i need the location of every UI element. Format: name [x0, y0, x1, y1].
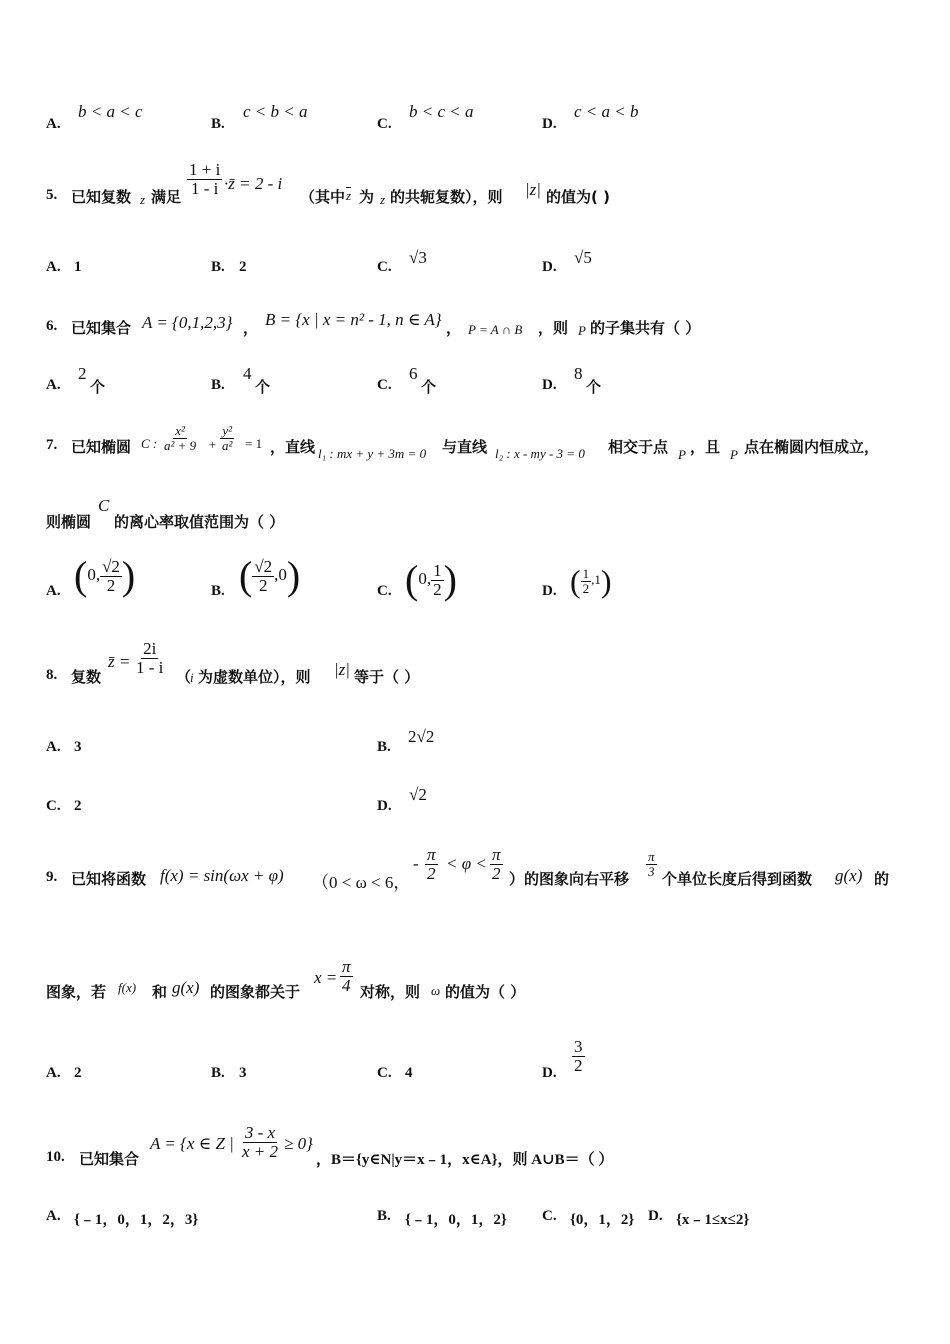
- q9-option-c-value: 4: [405, 1065, 413, 1081]
- q7-option-c-value: [405, 557, 457, 602]
- q7-number: 7.: [46, 437, 58, 453]
- q9-option-b-value: 3: [239, 1065, 247, 1081]
- q9-option-b-label: B.: [211, 1065, 225, 1081]
- q4-option-d-label: D.: [542, 116, 557, 132]
- q7-option-a-value: [74, 553, 136, 598]
- q8-tail: 等于（ ）: [354, 668, 420, 686]
- q9-four: 4: [342, 975, 351, 995]
- q7-line2-b: 的离心率取值范围为（ ）: [114, 513, 285, 531]
- q9-line2-c: 的图象都关于: [210, 983, 301, 1001]
- q7-option-b-rparen: ): [286, 553, 301, 598]
- q10-option-c-value: {0，1，2}: [570, 1212, 635, 1228]
- q7-option-a-den: 2: [106, 575, 116, 595]
- q7-ellipse-den2: a²: [222, 437, 233, 453]
- q8-var-i: i: [190, 670, 194, 685]
- q5-option-b-value: 2: [239, 259, 247, 275]
- q7-option-b-right: ,0: [274, 564, 287, 584]
- q7-ellipse-frac2: [220, 424, 234, 452]
- q10-frac-num: 3 - x: [244, 1123, 276, 1142]
- q7-ellipse-den1: a² + 9: [164, 437, 197, 453]
- q6-comma2: ，: [446, 319, 462, 337]
- q5-zbar: $\overline{z}$: [346, 188, 352, 203]
- q7-option-a-label: A.: [46, 583, 61, 599]
- q9-stem-b: ）的图象向右平移: [509, 870, 630, 888]
- q7-option-d-value: [570, 565, 612, 597]
- q8-fraction: [134, 640, 165, 677]
- q6-option-d-unit: 个: [586, 378, 602, 396]
- q5-option-a-value: 1: [74, 259, 82, 275]
- q8-paren: （: [176, 668, 192, 686]
- q4-option-d-value: c < a < b: [574, 102, 639, 121]
- q6-tail: 的子集共有（ ）: [590, 319, 701, 337]
- q7-option-b-den: 2: [259, 575, 268, 595]
- q9-pi-3: π: [648, 849, 655, 864]
- q9-stem-a: 已知将函数: [71, 870, 147, 888]
- q6-option-a-num: 2: [78, 364, 87, 383]
- q9-cond2-frac2: [490, 846, 503, 883]
- q5-number: 5.: [46, 187, 58, 203]
- q7-option-c-lparen: (: [405, 557, 419, 602]
- q10-set-a-b: ≥ 0}: [284, 1134, 313, 1153]
- q6-set-a: A = {0,1,2,3}: [142, 313, 233, 332]
- q10-set-b: ，B＝{y∈N|y＝x﹣1，x∈A}，则 A∪B＝（ ）: [316, 1152, 614, 1168]
- q5-paren-b: 为: [359, 188, 375, 206]
- q9-three: 3: [648, 863, 655, 879]
- q8-paren-b: 为虚数单位），则: [198, 668, 311, 686]
- q7-var-p2: P: [730, 447, 738, 462]
- q8-option-a-label: A.: [46, 739, 61, 755]
- q8-option-c-label: C.: [46, 798, 61, 814]
- q10-option-c-label: C.: [542, 1208, 557, 1224]
- q5-stem-b: 满足: [151, 188, 182, 206]
- q9-option-d-label: D.: [542, 1065, 557, 1081]
- q6-number: 6.: [46, 318, 58, 334]
- q5-frac-den: 1 - i: [190, 178, 219, 198]
- q8-frac-num: 2i: [143, 639, 157, 658]
- q9-line2-e: 的值为（ ）: [445, 983, 526, 1001]
- q5-stem-a: 已知复数: [71, 188, 132, 206]
- q9-option-a-value: 2: [74, 1065, 82, 1081]
- q10-option-d-value: {x﹣1≤x≤2}: [676, 1212, 750, 1228]
- q9-gx2: g(x): [172, 978, 200, 997]
- q9-two-1: 2: [427, 863, 436, 883]
- q5-option-c-label: C.: [377, 259, 392, 275]
- q5-option-d-label: D.: [542, 259, 557, 275]
- q4-option-a-value: b < a < c: [78, 102, 143, 121]
- q9-fx: f(x): [118, 980, 137, 995]
- q7-option-b-num: √2: [254, 556, 273, 576]
- q5-option-b-label: B.: [211, 259, 225, 275]
- q10-option-b-label: B.: [377, 1208, 391, 1224]
- q5-absz: |z|: [525, 180, 541, 199]
- q10-set-a-frac: [240, 1124, 280, 1161]
- q6-option-d-num: 8: [574, 364, 583, 383]
- q7-stem-a: 已知椭圆: [71, 438, 132, 456]
- q9-option-c-label: C.: [377, 1065, 392, 1081]
- q7-var-c: C: [98, 496, 110, 515]
- q6-comma: ，: [243, 319, 259, 337]
- q5-var-z: z: [140, 192, 146, 207]
- q5-option-c-value: √3: [409, 248, 427, 267]
- q7-option-d-lparen: (: [570, 563, 581, 599]
- q6-option-c-unit: 个: [421, 378, 437, 396]
- q8-number: 8.: [46, 667, 58, 683]
- q8-stem-a: 复数: [71, 668, 102, 686]
- q7-option-d-den: 2: [582, 580, 590, 596]
- q8-option-b-value: 2√2: [408, 727, 435, 746]
- q9-stem-c: 个单位长度后得到函数: [662, 870, 813, 888]
- q10-number: 10.: [46, 1149, 65, 1165]
- q9-two-2: 2: [492, 863, 501, 883]
- q9-shift-frac: [646, 850, 657, 878]
- q7-ellipse-frac1: [162, 424, 198, 452]
- q4-option-b-value: c < b < a: [243, 102, 308, 121]
- q4-option-c-label: C.: [377, 116, 392, 132]
- q5-fraction: [187, 161, 222, 198]
- q7-option-c-den: 2: [433, 579, 442, 599]
- q9-line2-a: 图象，若: [46, 983, 107, 1001]
- q10-option-a-label: A.: [46, 1208, 61, 1224]
- q5-paren-c: 的共轭复数），则: [390, 188, 503, 206]
- q7-stem-b: ，直线: [270, 438, 316, 456]
- q7-ellipse-num2: y²: [222, 423, 233, 438]
- q8-option-d-value: √2: [409, 785, 427, 804]
- q10-stem-a: 已知集合: [79, 1150, 140, 1168]
- q10-set-a-a: A = {x ∈ Z |: [150, 1134, 234, 1153]
- q9-option-d-num: 3: [574, 1037, 583, 1056]
- q8-option-d-label: D.: [377, 798, 392, 814]
- q6-option-b-num: 4: [243, 364, 252, 383]
- q7-option-b-lparen: (: [239, 553, 253, 598]
- q7-option-d-right: ,1: [591, 571, 601, 587]
- q6-option-b-unit: 个: [255, 378, 271, 396]
- q7-ellipse-num1: x²: [175, 423, 185, 438]
- q9-option-a-label: A.: [46, 1065, 61, 1081]
- q9-pi-4: π: [342, 957, 351, 976]
- q7-option-c-num: 1: [433, 560, 442, 580]
- q9-xeq: x =: [314, 968, 338, 987]
- q7-stem-d: 相交于点: [608, 438, 669, 456]
- q8-option-a-value: 3: [74, 739, 82, 755]
- q5-option-d-value: √5: [574, 248, 592, 267]
- q7-ellipse-plus: +: [208, 437, 217, 452]
- q9-gx: g(x): [835, 866, 863, 885]
- q7-line2-a: 则椭圆: [46, 513, 92, 531]
- q7-stem-e: ，且: [690, 438, 721, 456]
- q5-tail: 的值为( ): [546, 188, 610, 206]
- q7-option-a-rparen: ): [121, 553, 136, 598]
- q8-lhs: z̄ =: [108, 652, 131, 671]
- q5-frac-num: 1 + i: [189, 160, 221, 179]
- q6-option-a-unit: 个: [90, 378, 106, 396]
- q9-axis-frac: [340, 958, 353, 995]
- q9-line2-b: 和: [152, 983, 168, 1001]
- q9-stem-d: 的: [874, 870, 890, 888]
- q7-option-d-num: 1: [582, 565, 590, 581]
- q7-stem-f: 点在椭圆内恒成立，: [744, 438, 880, 456]
- q5-eq-rhs: ·z̄ = 2 - i: [224, 174, 283, 193]
- q4-option-c-value: b < c < a: [409, 102, 474, 121]
- q10-option-a-value: {﹣1，0，1，2，3}: [74, 1212, 199, 1228]
- q4-option-b-label: B.: [211, 116, 225, 132]
- q7-option-c-rparen: ): [443, 557, 457, 602]
- q7-option-d-rparen: ): [600, 563, 612, 599]
- q6-option-b-label: B.: [211, 377, 225, 393]
- q9-omega: ω: [431, 983, 441, 998]
- q6-stem-a: 已知集合: [71, 319, 132, 337]
- q7-option-a-lparen: (: [74, 553, 88, 598]
- q9-cond1: （0 < ω < 6，: [312, 873, 411, 892]
- q9-cond2-a: -: [413, 854, 419, 873]
- q10-option-b-value: {﹣1，0，1，2}: [405, 1212, 507, 1228]
- q9-cond2-frac1: [425, 846, 438, 883]
- q6-option-c-label: C.: [377, 377, 392, 393]
- q6-var-p: P: [578, 323, 586, 338]
- q7-var-p: P: [678, 447, 686, 462]
- q8-option-b-label: B.: [377, 739, 391, 755]
- q9-pi-2: π: [492, 845, 501, 864]
- q9-func: f(x) = sin(ωx + φ): [160, 866, 284, 885]
- q10-option-d-label: D.: [648, 1208, 663, 1224]
- q5-var-z2: z: [380, 192, 386, 207]
- q9-number: 9.: [46, 869, 58, 885]
- q9-option-d-value: [572, 1038, 585, 1075]
- q5-option-a-label: A.: [46, 259, 61, 275]
- q8-frac-den: 1 - i: [136, 657, 164, 677]
- q7-option-c-label: C.: [377, 583, 392, 599]
- q9-pi-1: π: [427, 845, 436, 864]
- q7-option-a-num: √2: [102, 556, 120, 576]
- q7-ellipse-c: C :: [141, 436, 158, 451]
- q7-line2: l₂ : x - my - 3 = 0: [495, 446, 585, 461]
- q7-line1: l₁ : mx + y + 3m = 0: [318, 446, 427, 461]
- q7-option-b-value: [239, 553, 301, 598]
- q8-option-c-value: 2: [74, 798, 82, 814]
- q6-option-a-label: A.: [46, 377, 61, 393]
- q10-frac-den: x + 2: [242, 1141, 279, 1161]
- q7-option-d-label: D.: [542, 583, 557, 599]
- q7-option-a-left: 0,: [87, 564, 101, 584]
- q7-option-c-left: 0,: [418, 568, 432, 588]
- q4-option-a-label: A.: [46, 116, 61, 132]
- q7-stem-c: 与直线: [442, 438, 488, 456]
- q9-option-d-den: 2: [574, 1055, 583, 1075]
- q6-option-c-num: 6: [409, 364, 418, 383]
- q6-set-p: P = A ∩ B: [468, 322, 523, 337]
- q5-paren-a: （其中: [300, 188, 346, 206]
- q8-absz: |z|: [334, 660, 350, 679]
- q9-line2-d: 对称，则: [360, 983, 421, 1001]
- q6-set-b: B = {x | x = n² - 1, n ∈ A}: [265, 310, 442, 329]
- q7-option-b-label: B.: [211, 583, 225, 599]
- q6-option-d-label: D.: [542, 377, 557, 393]
- q7-ellipse-eq: = 1: [245, 436, 263, 451]
- q9-cond2-b: < φ <: [446, 854, 487, 873]
- q6-stem-b: ，则: [538, 319, 569, 337]
